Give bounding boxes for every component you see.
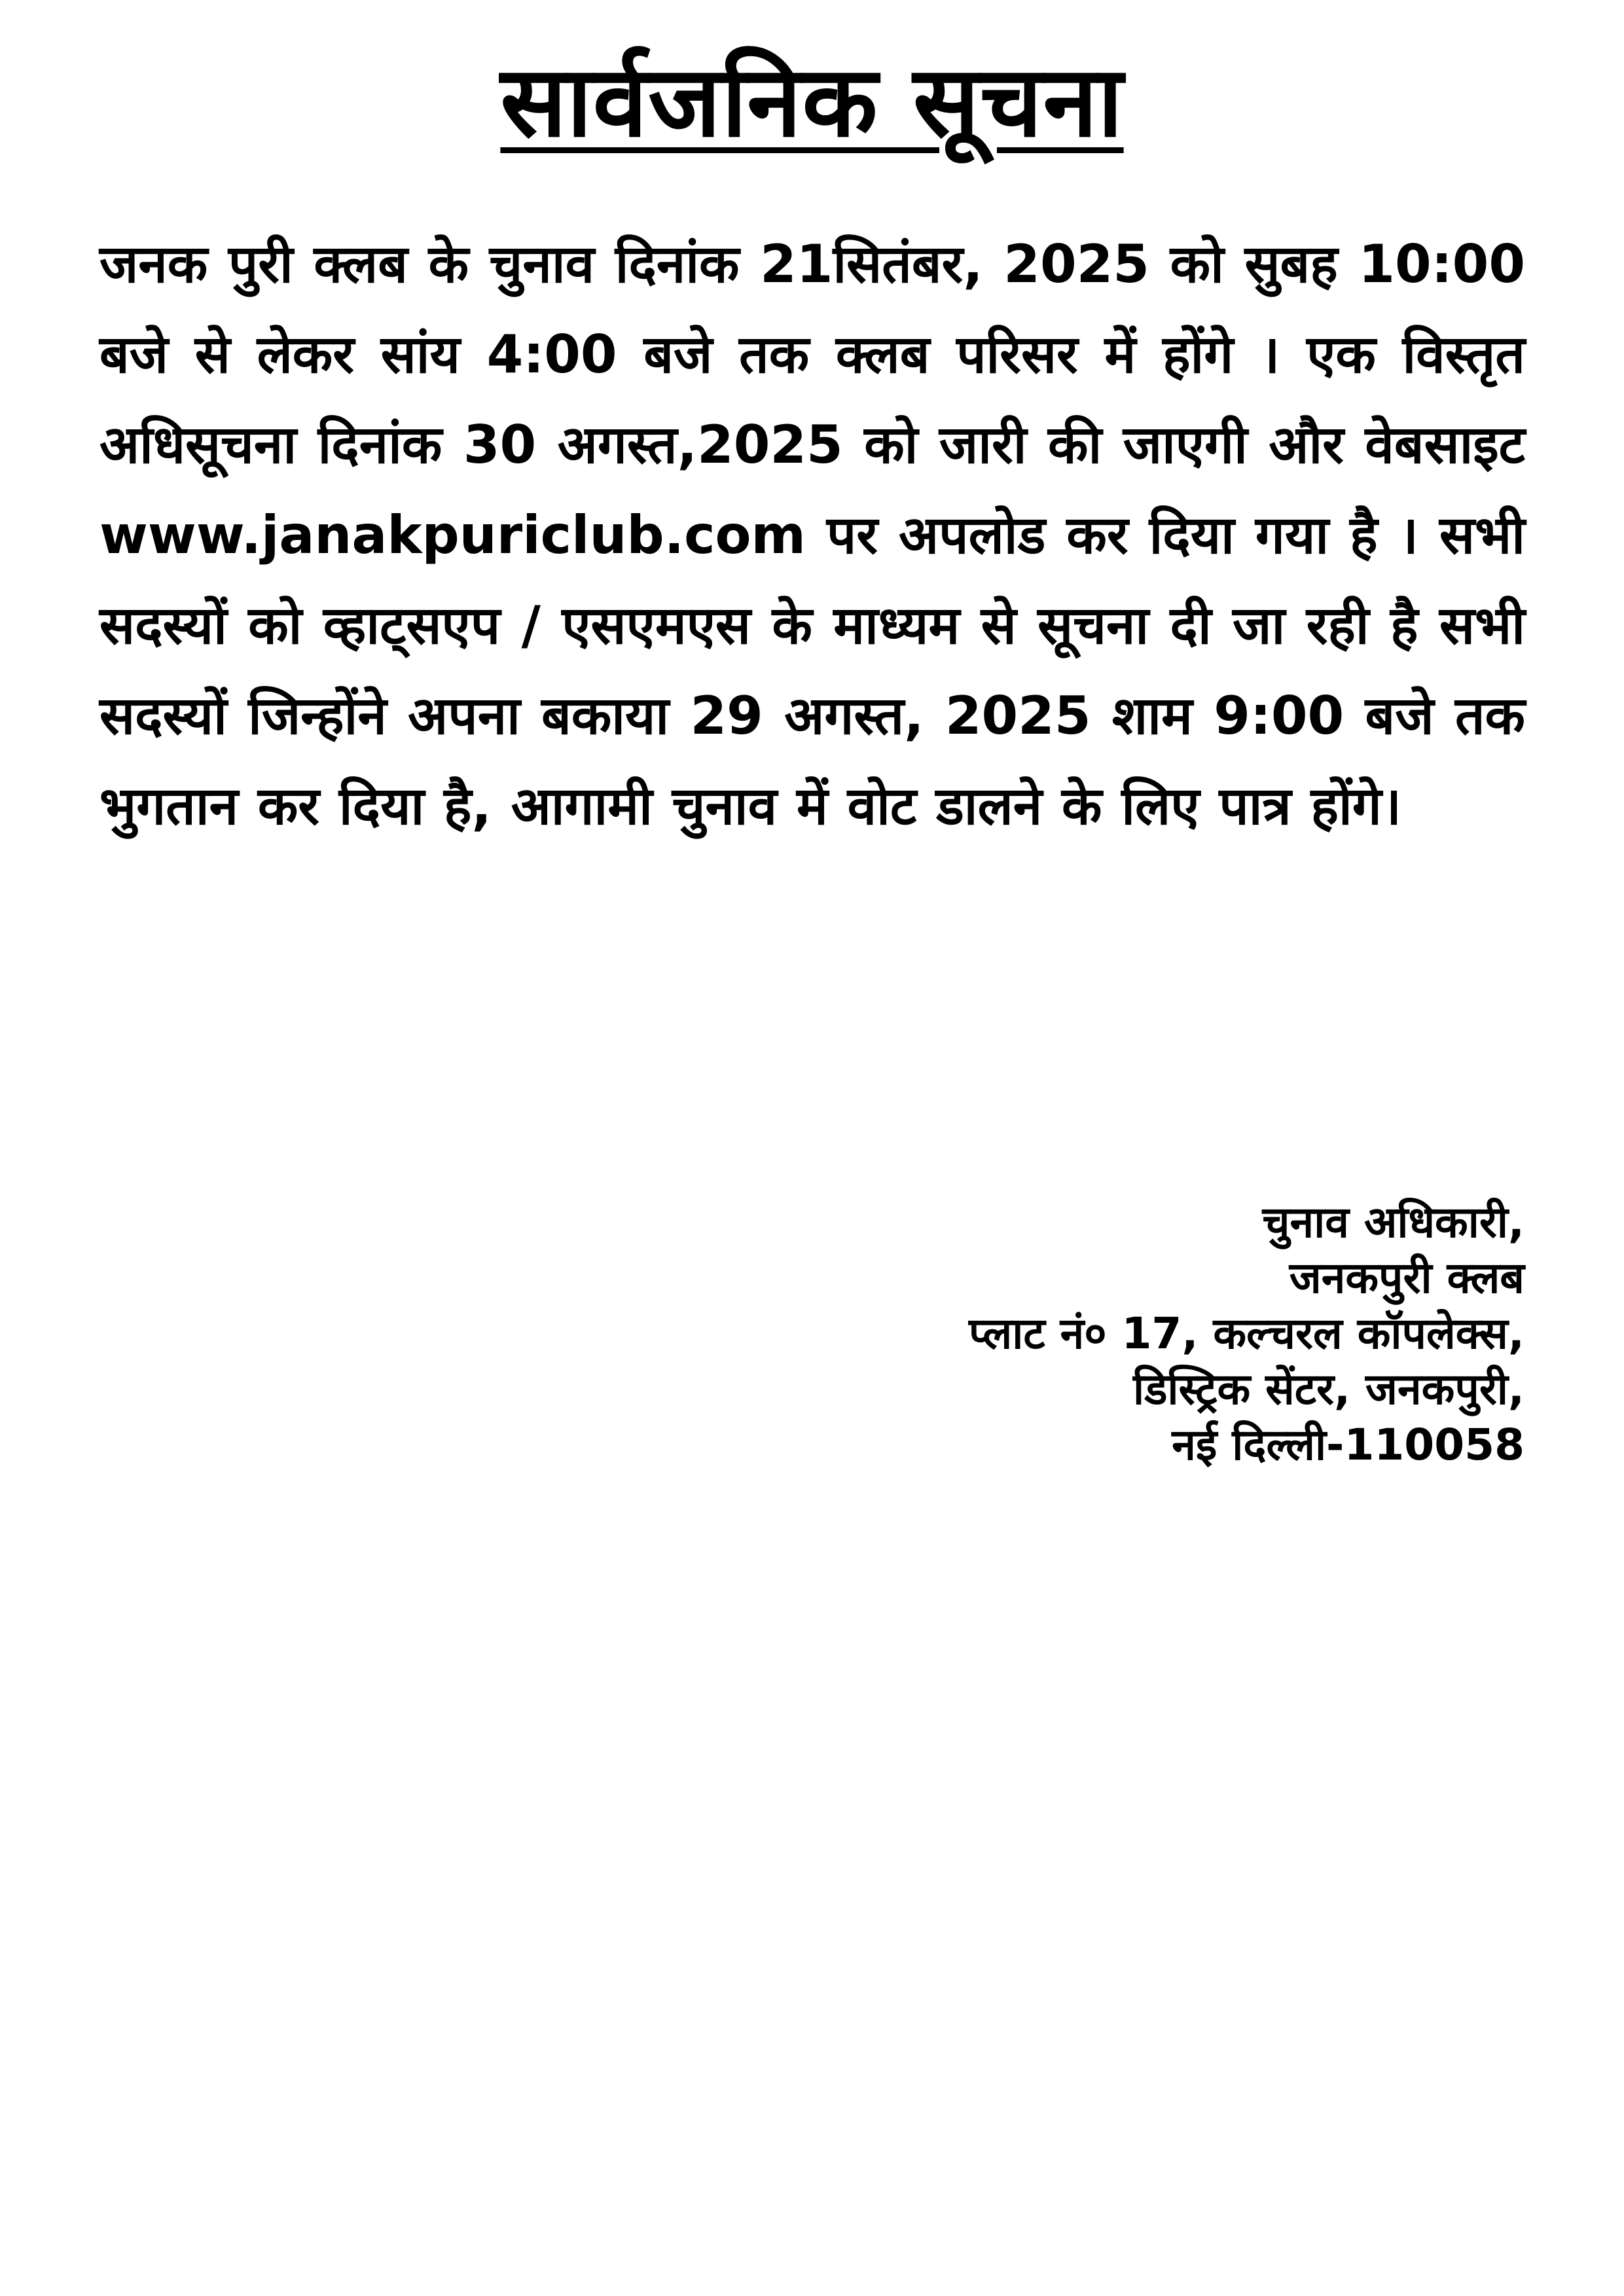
notice-body: जनक पुरी क्लब के चुनाव दिनांक 21सितंबर, 2025 को सुबह 10:00 बजे से लेकर सांय 4:00 बजे तक क्लब परिसर में होंगे । एक विस्तृत अधिसूचना दिनांक 30 अगस्त,2025 को जारी की जाएगी और वेबसाइट www.janakpuriclub.com पर अपलोड कर दिया गया है । सभी सदस्यों को व्हाट्सएप / एसएमएस के माध्यम से सूचना दी जा रही है सभी सदस्यों जिन्होंने अपना बकाया 29 अगस्त, 2025 शाम 9:00 बजे तक भुगतान कर दिया है, आगामी चुनाव में वोट डालने के लिए पात्र होंगे। [99, 234, 1525, 836]
notice-title: सार्वजनिक सूचना [500, 45, 1124, 159]
title-container [0, 46, 1624, 159]
signature-organization: जनकपुरी क्लब [1289, 1253, 1525, 1303]
signature-designation: चुनाव अधिकारी, [1262, 1197, 1525, 1247]
signature-address-line-2: डिस्ट्रिक सेंटर, जनकपुरी, [1133, 1364, 1525, 1414]
signature-block [608, 1194, 1525, 1473]
signature-address-line-3: नई दिल्ली-110058 [1172, 1420, 1525, 1470]
signature-address-line-1: प्लाट नं० 17, कल्चरल कॉपलेक्स, [968, 1308, 1525, 1359]
